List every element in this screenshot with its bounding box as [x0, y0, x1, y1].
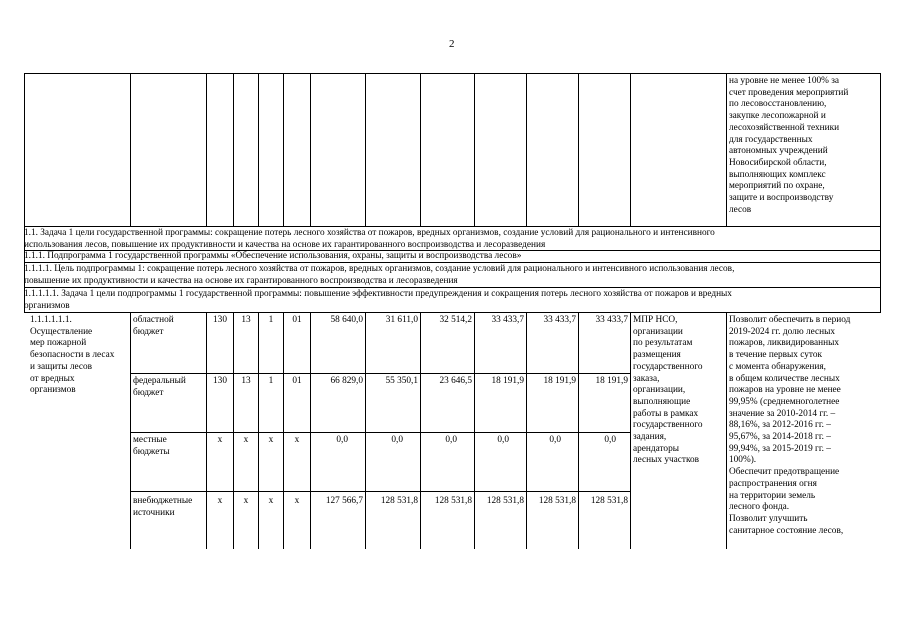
task-row-4-line1: 1.1.1.1.1. Задача 1 цели подпрограммы 1 государственной программы: повышение эффективности предупреждения и сокращения потерь лесного хозяйства от пожаров и вредных: [24, 289, 732, 299]
task-row-3-line1: 1.1.1.1. Цель подпрограммы 1: сокращение потерь лесного хозяйства от пожаров, вредных организмов, создание условий для рационального и интенсивного использования лесов,: [24, 264, 735, 274]
code-cell: x: [243, 435, 249, 445]
measure-result: Позволит обеспечить в период 2019-2024 гг. долю лесных пожаров, ликвидированных в течение первых суток с момента обнаружения, в общем количестве лесных пожаров на уровне не менее 99,95% (среднемноголетнее значение за 2010-2014 гг. – 88,16%, за 2012-2016 гг. – 95,67%, за 2014-2018 гг. – 99,94%, за 2015-2019 гг. – 100%). Обеспечит предотвращение распространения огня на территории земель лесного фонда. Позволит улучшить санитарное состояние лесов,: [729, 315, 851, 536]
code-cell: 1: [268, 376, 274, 386]
task-row-3: [24, 264, 880, 287]
code-cell: 01: [292, 376, 302, 386]
funding-source: внебюджетные источники: [133, 496, 193, 518]
amount-cell: 0,0: [391, 435, 403, 445]
amount-cell: 58 640,0: [330, 315, 363, 325]
amount-cell: 33 433,7: [595, 315, 628, 325]
measure-name: 1.1.1.1.1.1. Осуществление мер пожарной безопасности в лесах и защиты лесов от вредных организмов: [30, 315, 115, 396]
amount-cell: 33 433,7: [491, 315, 524, 325]
code-cell: x: [217, 496, 223, 506]
task-row-1: [24, 228, 880, 251]
task-row-2: [24, 251, 880, 263]
task-row-4: [24, 289, 880, 312]
amount-cell: 0,0: [604, 435, 616, 445]
amount-cell: 0,0: [549, 435, 561, 445]
amount-cell: 128 531,8: [380, 496, 418, 506]
code-cell: x: [217, 435, 223, 445]
amount-cell: 127 566,7: [325, 496, 363, 506]
amount-cell: 18 191,9: [543, 376, 576, 386]
code-cell: 13: [241, 376, 251, 386]
code-cell: x: [268, 496, 274, 506]
amount-cell: 32 514,2: [439, 315, 472, 325]
amount-cell: 31 611,0: [385, 315, 418, 325]
amount-cell: 55 350,1: [385, 376, 418, 386]
task-row-1-line2: использования лесов, повышение их продуктивности и качества на основе их гарантированного воспроизводства и лесоразведения: [24, 239, 546, 250]
code-cell: 1: [268, 315, 274, 325]
funding-source: федеральный бюджет: [133, 376, 186, 398]
funding-source: областной бюджет: [133, 315, 174, 337]
code-cell: 01: [292, 315, 302, 325]
amount-cell: 0,0: [497, 435, 509, 445]
code-cell: x: [294, 496, 300, 506]
code-cell: 13: [241, 315, 251, 325]
amount-cell: 66 829,0: [330, 376, 363, 386]
page-number: 2: [449, 38, 455, 50]
code-cell: x: [294, 435, 300, 445]
code-cell: 130: [213, 376, 227, 386]
code-cell: x: [268, 435, 274, 445]
funding-source: местные бюджеты: [133, 435, 170, 457]
amount-cell: 128 531,8: [590, 496, 628, 506]
amount-cell: 128 531,8: [486, 496, 524, 506]
amount-cell: 23 646,5: [439, 376, 472, 386]
task-row-2-line1: 1.1.1. Подпрограмма 1 государственной программы «Обеспечение использования, охраны, защиты и воспроизводства лесов»: [24, 251, 522, 261]
code-cell: x: [243, 496, 249, 506]
amount-cell: 33 433,7: [543, 315, 576, 325]
amount-cell: 128 531,8: [434, 496, 472, 506]
task-row-1-line1: 1.1. Задача 1 цели государственной программы: сокращение потерь лесного хозяйства от пожаров, вредных организмов, создание условий для рационального и интенсивного: [24, 228, 715, 238]
amount-cell: 18 191,9: [595, 376, 628, 386]
task-row-4-line2: организмов: [24, 300, 70, 311]
result-continuation-text: на уровне не менее 100% за счет проведения мероприятий по лесовосстановлению, закупке лесопожарной и лесохозяйственной техники для государственных автономных учреждений Новосибирской области, выполняющих комплекс мероприятий по охране, защите и воспроизводству лесов: [729, 76, 849, 215]
task-row-3-line2: повышение их продуктивности и качества на основе их гарантированного воспроизводства и лесоразведения: [24, 275, 458, 286]
code-cell: 130: [213, 315, 227, 325]
amount-cell: 0,0: [336, 435, 348, 445]
measure-executor: МПР НСО, организации по результатам размещения государственного заказа, организации, выполняющие работы в рамках государственного задания, арендаторы лесных участков: [633, 315, 703, 466]
amount-cell: 0,0: [445, 435, 457, 445]
amount-cell: 128 531,8: [538, 496, 576, 506]
amount-cell: 18 191,9: [491, 376, 524, 386]
